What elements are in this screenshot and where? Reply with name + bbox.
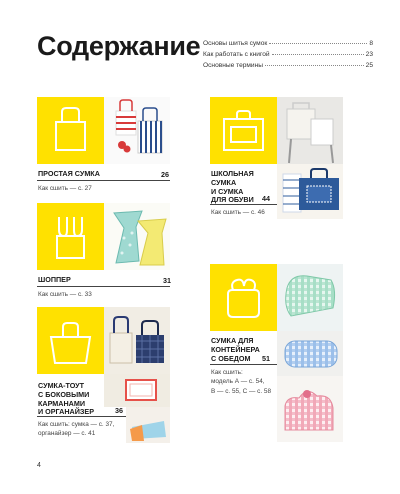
school-bag-title-line: И СУМКА: [211, 186, 244, 196]
school-bag-icon-tile: [210, 97, 277, 164]
lunch-bag-photo-2: [277, 331, 343, 376]
lunch-bag-title: [211, 337, 260, 363]
school-bag-icon: [210, 97, 277, 164]
toc-item-label: Основные термины: [203, 62, 263, 69]
lunch-bag-title-line: С ОБЕДОМ: [211, 353, 251, 363]
divider: [210, 204, 277, 205]
lunch-bag-title-line: КОНТЕЙНЕРА: [211, 344, 260, 354]
lunch-bag-how-line: Как сшить:: [211, 369, 243, 376]
divider: [210, 364, 277, 365]
toc-leader: [269, 43, 367, 44]
lunch-bag-page: 51: [262, 354, 270, 363]
school-bag-how: Как сшить — с. 46: [211, 209, 265, 216]
school-bag-title-line: ДЛЯ ОБУВИ: [211, 195, 254, 205]
tote-how: [38, 420, 114, 439]
lunch-bag-how-line: модель А — с. 54,: [211, 378, 265, 386]
toc-item[interactable]: [203, 40, 373, 47]
organizer-photo-2: [126, 407, 170, 443]
simple-bag-title: ПРОСТАЯ СУМКА: [38, 169, 100, 178]
lunch-bag-how-line: В — с. 55, С — с. 58: [211, 387, 272, 395]
shopper-bag-icon: [37, 203, 104, 270]
tote-icon-tile: [37, 307, 104, 374]
tote-title-line: КАРМАНАМИ: [38, 398, 85, 408]
toc-leader: [272, 54, 364, 55]
school-bag-title: [211, 170, 254, 205]
simple-bag-how: Как сшить — с. 27: [38, 185, 92, 192]
divider: [37, 286, 170, 287]
toc-item-page: 23: [365, 51, 373, 58]
lunch-bag-title-line: СУМКА ДЛЯ: [211, 336, 254, 345]
tote-bag-icon: [37, 97, 104, 164]
toc-item-label: Как работать с книгой: [203, 51, 270, 58]
page-title: Содержание: [37, 31, 201, 61]
school-bag-photo: [277, 97, 343, 164]
lunch-bag-photo: [277, 264, 343, 331]
school-bag-page: 44: [262, 194, 270, 203]
shopper-photo: [104, 203, 170, 270]
tote-page: 36: [115, 406, 123, 415]
divider: [37, 180, 170, 181]
lunch-bag-photo-3: [277, 376, 343, 442]
toc-item[interactable]: [203, 51, 373, 58]
toc-item-page: 8: [369, 40, 373, 47]
simple-bag-icon-tile: [37, 97, 104, 164]
tote-photo: [104, 307, 170, 374]
toc-item[interactable]: [203, 62, 373, 69]
divider: [37, 416, 126, 417]
lunch-bag-how: [211, 368, 271, 396]
tote-how-line: Как сшить: сумка — с. 37,: [38, 421, 115, 428]
lunch-bag-icon-tile: [210, 264, 277, 331]
shopper-title: ШОППЕР: [38, 275, 71, 284]
shopper-icon-tile: [37, 203, 104, 270]
shopper-page: 31: [163, 276, 171, 285]
toc-item-page: 25: [365, 62, 373, 69]
page-number: 4: [37, 462, 41, 469]
tote-pockets-icon: [37, 307, 104, 374]
toc-leader: [265, 65, 364, 66]
tote-title-line: СУМКА-ТОУТ: [38, 381, 85, 390]
toc-item-label: Основы шитья сумок: [203, 40, 268, 47]
lunch-bag-icon: [210, 264, 277, 331]
school-bag-title-line: ШКОЛЬНАЯ: [211, 169, 254, 178]
simple-bag-photo: [104, 97, 170, 164]
organizer-photo: [104, 374, 170, 407]
tote-title-line: И ОРГАНАЙЗЕР: [38, 407, 94, 417]
school-bag-photo-2: [277, 164, 343, 219]
simple-bag-page: 26: [161, 170, 169, 179]
tote-title-line: С БОКОВЫМИ: [38, 389, 90, 399]
tote-title: [38, 382, 94, 417]
tote-how-line: органайзер — с. 41: [38, 430, 96, 438]
shopper-how: Как сшить — с. 33: [38, 291, 92, 298]
school-bag-title-line: СУМКА: [211, 177, 237, 187]
